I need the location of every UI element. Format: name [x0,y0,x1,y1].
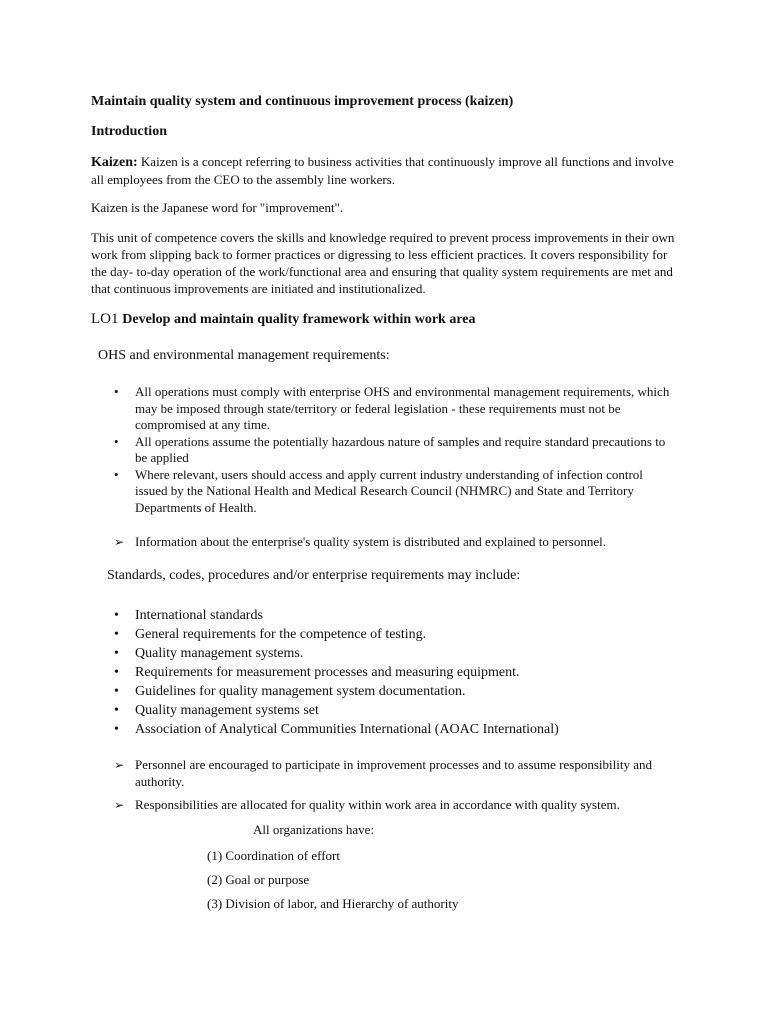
document-title: Maintain quality system and continuous improvement process (kaizen) [91,94,514,109]
introduction-heading: Introduction [91,124,167,139]
ohs-heading: OHS and environmental management requirements: [98,348,390,363]
list-item: • International standards [0,606,675,625]
kaizen-word-paragraph: Kaizen is the Japanese word for "improvement". [91,200,344,215]
arrow-bullet-icon: ➢ [114,798,125,812]
organizations-heading: All organizations have: [253,822,375,837]
list-item: • All operations assume the potentially hazardous nature of samples and require standard precautions to be applied [0,434,675,467]
organization-item-2: (2) Goal or purpose [207,872,310,887]
arrow-bullet-icon: ➢ [114,758,125,772]
organization-item-3: (3) Division of labor, and Hierarchy of authority [207,896,459,911]
lo1-prefix: LO1 [91,311,123,327]
ohs-bullet-list [0,384,675,516]
list-item: • Association of Analytical Communities International (AOAC International) [0,720,675,739]
list-item: • Guidelines for quality management system documentation. [0,682,675,701]
kaizen-paragraph [91,153,681,188]
arrow-item-1: Information about the enterprise's quality system is distributed and explained to personnel. [135,534,606,549]
list-item: • Requirements for measurement processes and measuring equipment. [0,663,675,682]
arrow-item-3: Responsibilities are allocated for quality within work area in accordance with quality system. [135,797,620,812]
standards-bullet-list [0,606,675,739]
arrow-item-2: Personnel are encouraged to participate in improvement processes and to assume responsibility and authority. [135,757,652,789]
organization-item-1: (1) Coordination of effort [207,848,340,863]
list-item: • Where relevant, users should access and apply current industry understanding of infection control issued by the National Health and Medical Research Council (NHMRC) and State and Territory Departments of Health. [0,467,675,517]
list-item: • General requirements for the competence of testing. [0,625,675,644]
arrow-bullet-icon: ➢ [114,535,125,549]
standards-heading: Standards, codes, procedures and/or enterprise requirements may include: [107,568,521,583]
kaizen-label: Kaizen: [91,155,138,170]
kaizen-text: Kaizen is a concept referring to business activities that continuously improve all functions and involve all employees from the CEO to the assembly line workers. [91,154,674,187]
list-item: • All operations must comply with enterprise OHS and environmental management requirements, which may be imposed through state/territory or federal legislation - these requirements must not be compromised at any time. [0,384,675,434]
unit-competence-paragraph: This unit of competence covers the skills and knowledge required to prevent process improvements in their own work from slipping back to former practices or digressing to less efficient practices. It covers responsibility for the day- to-day operation of the work/functional area and ensuring that quality system requirements are met and that continuous improvements are initiated and institutionalized. [91,230,675,296]
list-item: • Quality management systems set [0,701,675,720]
list-item: • Quality management systems. [0,644,675,663]
lo1-heading [91,311,476,328]
lo1-title: Develop and maintain quality framework within work area [122,312,476,327]
